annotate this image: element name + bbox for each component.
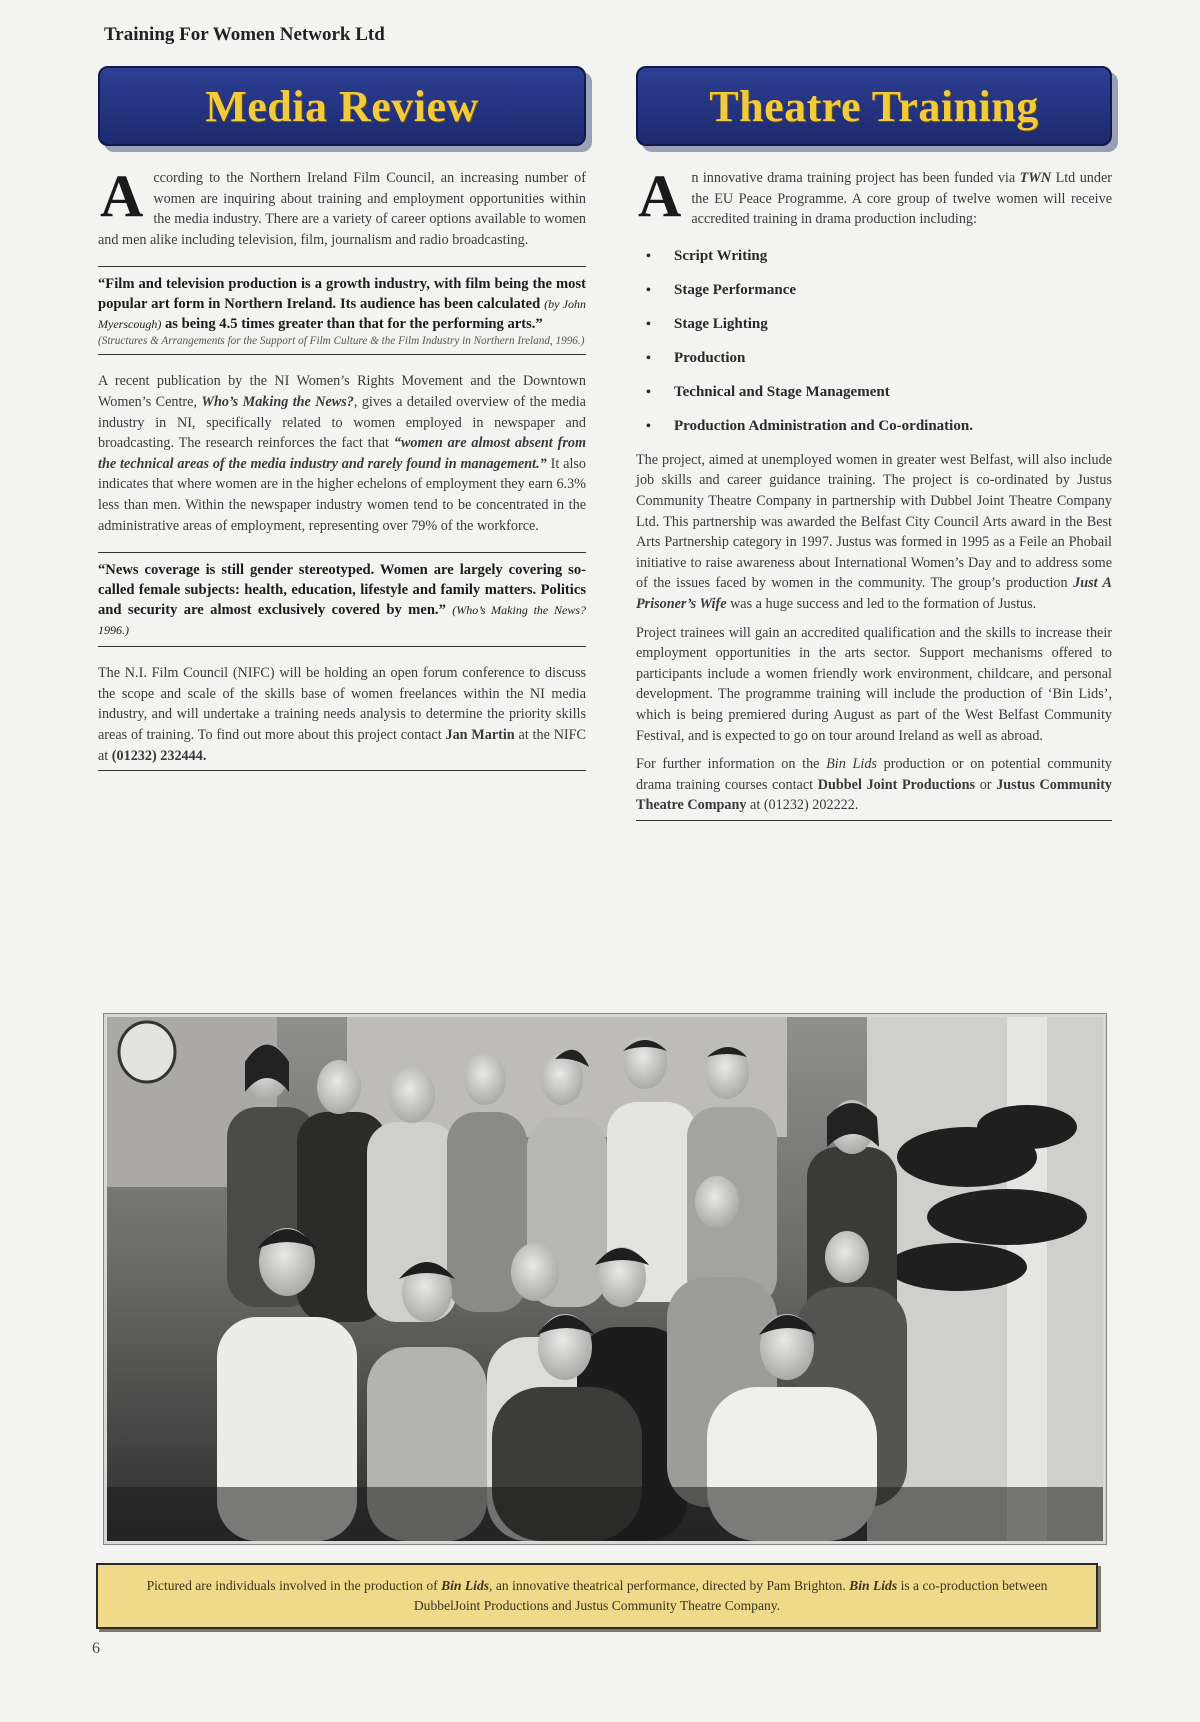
list-item — [636, 410, 1112, 444]
theatre-training-paragraph-4 — [636, 754, 1112, 816]
bullet-icon: • — [646, 418, 651, 434]
theatre-training-banner — [636, 66, 1112, 146]
text: Ltd under the EU Peace Programme. A core group of twelve women will receive accredited training in drama production including: — [691, 170, 1113, 228]
quote-source: (Who’s Making the News? 1996.) — [98, 603, 586, 638]
theatre-training-column — [636, 66, 1112, 821]
list-item-label: Stage Lighting — [674, 316, 768, 333]
column-end-rule — [636, 820, 1112, 821]
bullet-icon: • — [646, 316, 651, 332]
quote-text-end: as being 4.5 times greater than that for the performing arts.” — [164, 316, 543, 333]
bullet-icon: • — [646, 282, 651, 298]
quote-text: “News coverage is still gender stereotyped. Women are largely covering so-called female subjects: health, education, lifestyle and family matters. Politics and security are almost exclusively covered by men.” — [98, 562, 586, 619]
text: n innovative drama training project has been funded via — [691, 170, 1016, 186]
list-item — [636, 274, 1112, 308]
bullet-icon: • — [646, 350, 651, 366]
text: A recent publication by the NI Women’s Rights Movement and the Downtown Women’s Centre, — [98, 373, 586, 410]
contact-name: Jan Martin — [445, 726, 515, 743]
publication-title: Who’s Making the News? — [201, 393, 354, 410]
quote-text: “Film and television production is a growth industry, with film being the most popular art form in Northern Ireland. Its audience has been calculated — [98, 276, 586, 313]
theatre-training-paragraph-3: Project trainees will gain an accredited qualification and the skills to increase their employment opportunities in the arts sector. Support mechanisms offered to participants include a women friendly work environment, childcare, and personal development. The programme training will include the production of ‘Bin Lids’, which is being premiered during August as part of the West Belfast Community Festival, and is expected to go on tour around Ireland as well as abroad. — [636, 624, 1112, 744]
org-name: TWN — [1019, 170, 1052, 186]
list-item — [636, 240, 1112, 274]
text: is a co-production between DubbelJoint Productions and Justus Community Theatre Company. — [413, 1578, 1048, 1613]
photo-caption-text — [138, 1576, 1056, 1616]
media-review-banner — [98, 66, 586, 146]
list-item — [636, 342, 1112, 376]
pull-quote-film — [98, 266, 586, 355]
list-item-label: Script Writing — [674, 248, 768, 265]
contact-org: Dubbel Joint Productions — [817, 776, 976, 793]
contact-phone: (01232) 232444. — [111, 747, 207, 764]
emphasis-quote: “women are almost absent from the technical areas of the media industry and rarely found in management.” — [98, 435, 587, 472]
pull-quote-news-text — [98, 560, 586, 640]
pull-quote-film-text — [98, 274, 586, 334]
text: production or on potential community drama training courses contact — [636, 756, 1113, 793]
text: , gives a detailed overview of the media industry in NI, specifically related to women employed in newspaper and broadcasting. The research reinforces the fact that — [98, 393, 586, 452]
intro-text: ccording to the Northern Ireland Film Council, an increasing number of women are inquiring about training and employment opportunities within the media industry. There are a variety of career options available to women and men alike including television, film, journalism and radio broadcasting. — [98, 170, 586, 248]
text: at the NIFC at — [98, 726, 587, 764]
list-item-label: Production Administration and Co-ordination. — [674, 418, 973, 435]
bullet-icon: • — [646, 384, 651, 400]
production-title: Just A Prisoner’s Wife — [636, 575, 1112, 612]
text: was a huge success and led to the formation of Justus. — [730, 595, 1037, 612]
text: or — [979, 776, 992, 793]
list-item — [636, 308, 1112, 342]
production-title: Bin Lids — [826, 756, 877, 773]
theatre-training-paragraph-2 — [636, 450, 1112, 615]
media-review-intro — [98, 163, 586, 250]
list-item-label: Stage Performance — [674, 282, 797, 299]
contact-org: Justus Community Theatre Company — [636, 776, 1113, 814]
list-item — [636, 376, 1112, 410]
drop-cap: A — [638, 163, 682, 229]
photo-caption — [96, 1563, 1098, 1629]
text: It also indicates that where women are in the higher echelons of employment they earn 6.3% less than men. Within the newspaper industry women tend to be concentrated in the administrative areas of employment, representing over 79% of the workforce. — [98, 455, 587, 534]
production-title: Bin Lids — [441, 1578, 490, 1593]
media-review-title: Media Review — [205, 81, 479, 131]
media-review-column — [98, 66, 586, 771]
text: Pictured are individuals involved in the production of — [146, 1578, 438, 1593]
column-end-rule — [98, 770, 586, 771]
training-list — [636, 240, 1112, 444]
pull-quote-news — [98, 552, 586, 647]
text: For further information on the — [636, 756, 820, 773]
text: The project, aimed at unemployed women in greater west Belfast, will also include job skills and career guidance training. The project is co-ordinated by Justus Community Theatre Company in partnership with Dubbel Joint Theatre Company Ltd. This partnership was awarded the Belfast City Council Arts award in the Best Arts Partnership category in 1997. Justus was formed in 1995 as a Feile an Phobail initiative to raise awareness about International Women’s Day and to address some of the issues faced by women in the community. The group’s production — [636, 451, 1112, 592]
running-head: Training For Women Network Ltd — [104, 24, 385, 45]
production-title: Bin Lids — [849, 1578, 898, 1593]
media-review-paragraph-3 — [98, 663, 586, 766]
text: The N.I. Film Council (NIFC) will be holding an open forum conference to discuss the scope and scale of the skills base of women freelances within the NI media industry, and will undertake a training needs analysis to determine the priority skills areas of training. To find out more about this project contact — [98, 665, 586, 743]
media-review-paragraph-2 — [98, 371, 586, 536]
group-photo-illustration — [107, 1017, 1103, 1541]
contact-phone: at (01232) 202222. — [750, 797, 859, 814]
theatre-training-title: Theatre Training — [709, 81, 1039, 131]
bullet-icon: • — [646, 248, 651, 264]
list-item-label: Production — [674, 350, 746, 367]
page-number: 6 — [92, 1640, 100, 1657]
quote-source: (Structures & Arrangements for the Support of Film Culture & the Film Industry in Northern Ireland, 1996.) — [98, 335, 585, 348]
text: , an innovative theatrical performance, directed by Pam Brighton. — [489, 1578, 846, 1593]
theatre-training-intro — [636, 163, 1113, 230]
drop-cap: A — [100, 163, 144, 229]
list-item-label: Technical and Stage Management — [674, 384, 890, 401]
quote-author: (by John Myerscough) — [98, 297, 586, 332]
group-photo — [104, 1014, 1106, 1544]
